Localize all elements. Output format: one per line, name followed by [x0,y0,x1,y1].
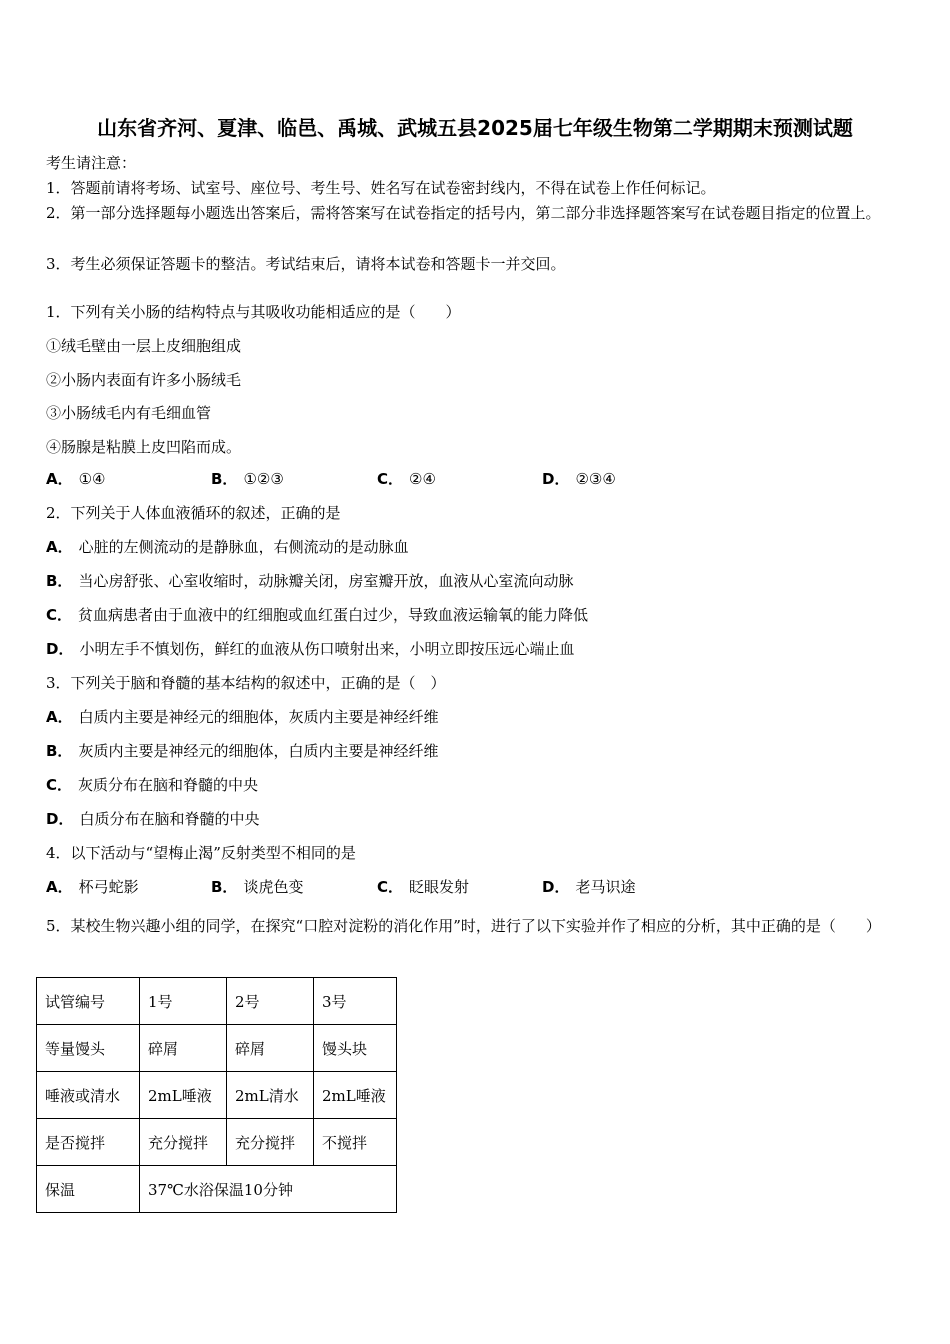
table-cell: 充分搅拌 [140,1119,227,1166]
option-letter: C． [377,470,404,488]
question-3-stem: 3．下列关于脑和脊髓的基本结构的叙述中，正确的是（ ） [46,674,446,692]
option-letter: B． [46,742,73,760]
notice-item: 1．答题前请将考场、试室号、座位号、考生号、姓名写在试卷密封线内，不得在试卷上作任何标记。 [46,179,716,197]
table-cell: 不搅拌 [314,1119,397,1166]
option-letter: D． [46,810,74,828]
option-text: 小明左手不慎划伤，鲜红的血液从伤口喷射出来，小明立即按压远心端止血 [79,640,575,658]
table-cell: 充分搅拌 [227,1119,314,1166]
table-cell: 是否搅拌 [37,1119,140,1166]
option-letter: C． [46,776,73,794]
option-letter: B． [211,470,238,488]
table-cell: 碎屑 [227,1025,314,1072]
table-row [37,1072,397,1119]
page-title: 山东省齐河、夏津、临邑、禹城、武城五县2025届七年级生物第二学期期末预测试题 [97,116,853,140]
q4-option-c[interactable] [377,876,469,897]
q1-option-a[interactable] [46,468,106,489]
q4-option-d[interactable] [542,876,635,897]
table-row [37,1025,397,1072]
table-cell: 2mL唾液 [314,1072,397,1119]
option-text: ①②③ [243,470,284,488]
table-cell: 3号 [314,978,397,1025]
table-cell: 2mL清水 [227,1072,314,1119]
option-letter: D． [542,878,570,896]
question-1-stem: 1．下列有关小肠的结构特点与其吸收功能相适应的是（ ） [46,303,461,321]
notice-heading: 考生请注意： [46,154,137,172]
option-text: 白质分布在脑和脊髓的中央 [79,810,260,828]
table-cell: 等量馒头 [37,1025,140,1072]
option-text: 贫血病患者由于血液中的红细胞或血红蛋白过少，导致血液运输氧的能力降低 [78,606,589,624]
notice-item: 2．第一部分选择题每小题选出答案后，需将答案写在试卷指定的括号内，第二部分非选择题答案写在试卷题目指定的位置上。 [46,204,881,222]
question-5-stem: 5．某校生物兴趣小组的同学，在探究“口腔对淀粉的消化作用”时，进行了以下实验并作了相应的分析，其中正确的是（ ） [46,917,881,935]
q2-option-d[interactable] [46,638,574,659]
option-letter: C． [377,878,404,896]
q3-option-b[interactable] [46,740,438,761]
q1-option-c[interactable] [377,468,436,489]
option-text: ②④ [409,470,436,488]
option-text: 眨眼发射 [409,878,470,896]
q2-option-a[interactable] [46,536,409,557]
option-letter: A． [46,708,73,726]
table-cell: 试管编号 [37,978,140,1025]
option-text: 白质内主要是神经元的细胞体，灰质内主要是神经纤维 [78,708,439,726]
option-text: 心脏的左侧流动的是静脉血，右侧流动的是动脉血 [78,538,409,556]
table-cell: 2号 [227,978,314,1025]
notice-item: 3．考生必须保证答题卡的整洁。考试结束后，请将本试卷和答题卡一并交回。 [46,255,566,273]
table-cell: 2mL唾液 [140,1072,227,1119]
q1-option-b[interactable] [211,468,284,489]
option-letter: A． [46,878,73,896]
option-letter: B． [46,572,73,590]
q2-option-c[interactable] [46,604,588,625]
q1-statement: ④肠腺是粘膜上皮凹陷而成。 [46,438,242,456]
option-text: 老马识途 [575,878,636,896]
q1-statement: ②小肠内表面有许多小肠绒毛 [46,371,242,389]
q1-statement: ③小肠绒毛内有毛细血管 [46,404,212,422]
option-text: 杯弓蛇影 [78,878,139,896]
table-cell: 碎屑 [140,1025,227,1072]
option-letter: D． [542,470,570,488]
table-cell: 37℃水浴保温10分钟 [140,1166,397,1213]
table-cell: 馒头块 [314,1025,397,1072]
q2-option-b[interactable] [46,570,573,591]
table-cell: 1号 [140,978,227,1025]
option-text: 谈虎色变 [243,878,304,896]
q4-option-a[interactable] [46,876,139,897]
q3-option-c[interactable] [46,774,258,795]
table-cell: 唾液或清水 [37,1072,140,1119]
option-text: 灰质分布在脑和脊髓的中央 [78,776,259,794]
option-letter: A． [46,470,73,488]
option-text: 当心房舒张、心室收缩时，动脉瓣关闭，房室瓣开放，血液从心室流向动脉 [78,572,574,590]
q1-option-d[interactable] [542,468,616,489]
question-2-stem: 2．下列关于人体血液循环的叙述，正确的是 [46,504,341,522]
question-4-stem: 4．以下活动与“望梅止渴”反射类型不相同的是 [46,844,356,862]
option-text: ②③④ [575,470,616,488]
option-letter: B． [211,878,238,896]
table-row [37,1166,397,1213]
option-text: 灰质内主要是神经元的细胞体，白质内主要是神经纤维 [78,742,439,760]
q3-option-a[interactable] [46,706,439,727]
option-letter: A． [46,538,73,556]
option-text: ①④ [78,470,106,488]
table-row [37,1119,397,1166]
q4-option-b[interactable] [211,876,303,897]
option-letter: C． [46,606,73,624]
experiment-table [36,977,397,1213]
option-letter: D． [46,640,74,658]
q3-option-d[interactable] [46,808,259,829]
q1-statement: ①绒毛壁由一层上皮细胞组成 [46,337,242,355]
table-cell: 保温 [37,1166,140,1213]
table-row [37,978,397,1025]
